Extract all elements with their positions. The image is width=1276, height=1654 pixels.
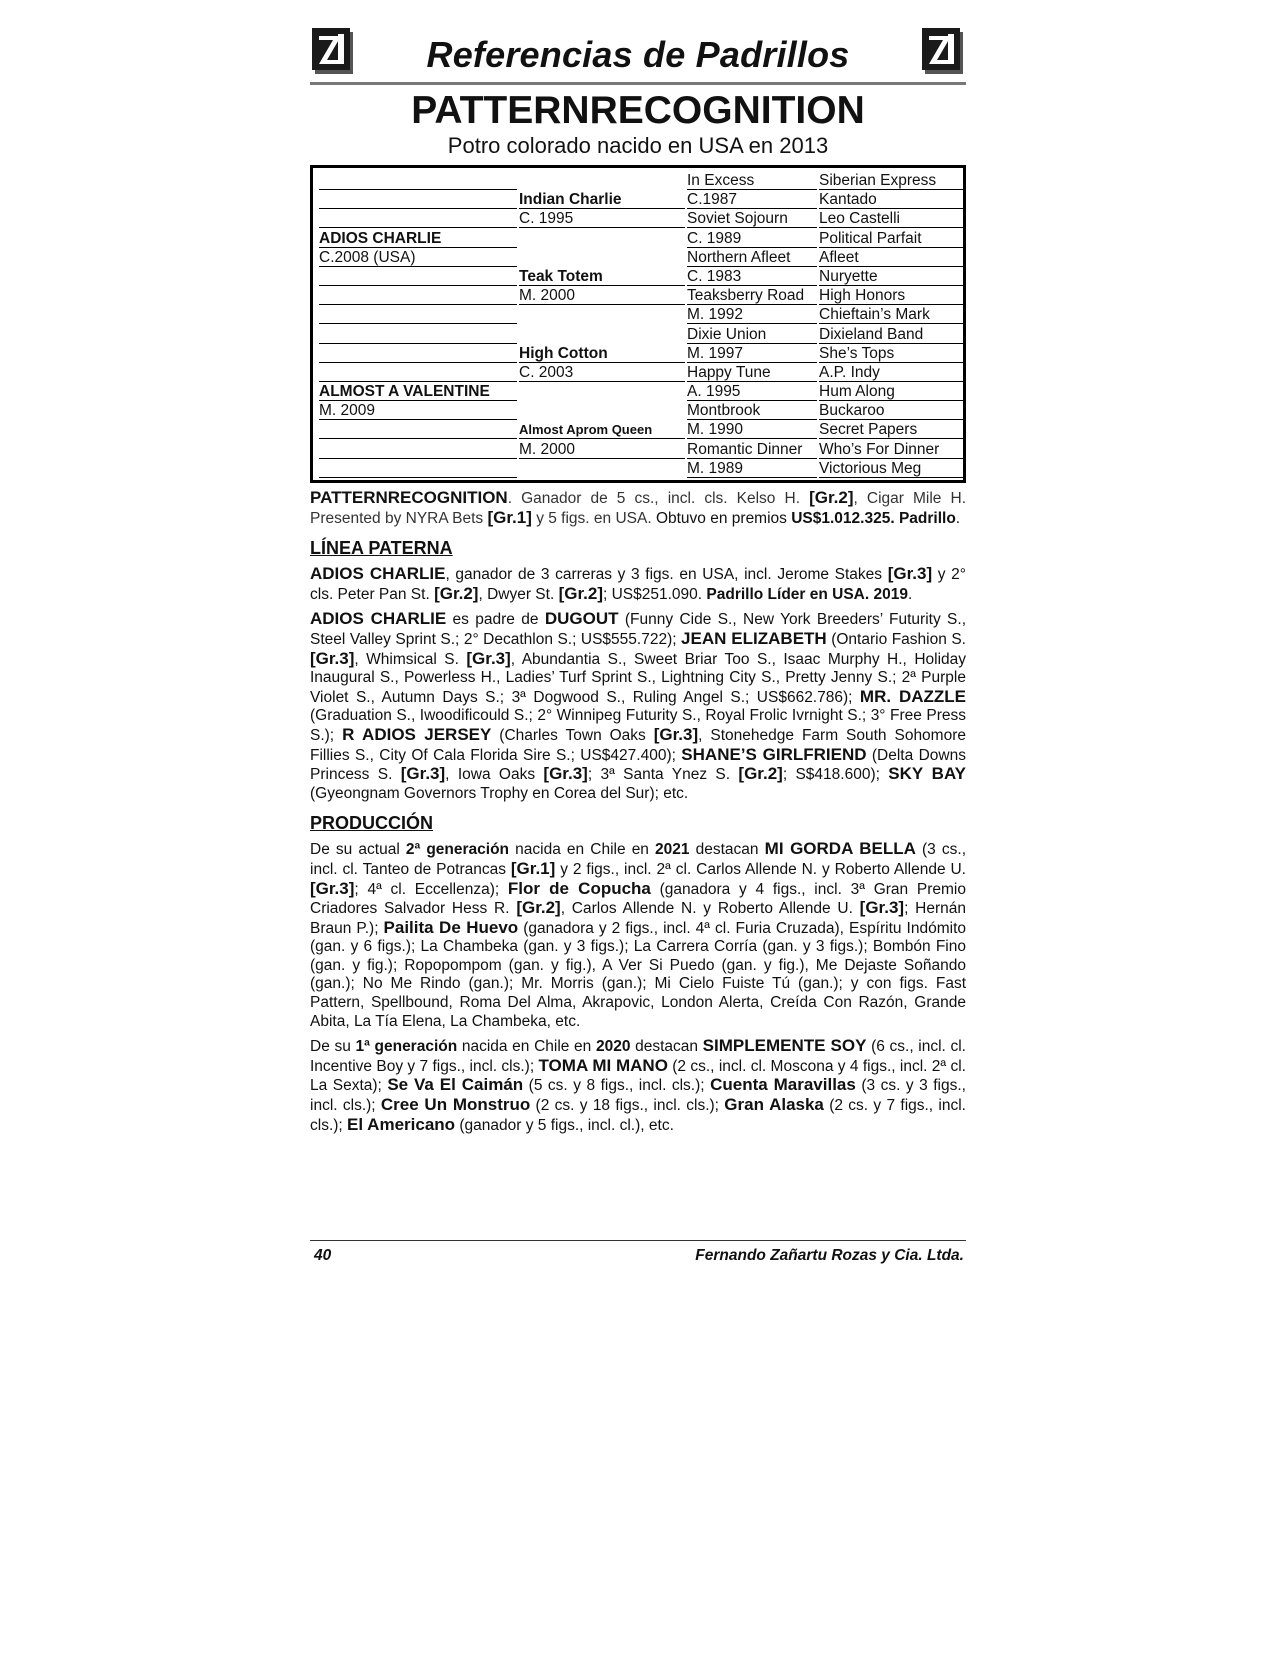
pedigree-cell: Leo Castelli: [819, 209, 965, 228]
pedigree-cell: High Honors: [819, 286, 965, 305]
text: (2 cs. y 7 figs., incl. cls.);: [310, 1097, 966, 1134]
pedigree-cell: In Excess: [687, 171, 817, 190]
text: (3 cs. y 3 figs., incl. cls.);: [310, 1077, 966, 1115]
pedigree-cell: C. 1983: [687, 267, 817, 286]
pedigree-row: [319, 248, 959, 267]
sire-progeny-paragraph: [310, 610, 966, 803]
pedigree-row: [319, 459, 959, 478]
pedigree-cell: [319, 305, 517, 324]
grade-label: [Gr.3]: [859, 898, 905, 918]
text: destacan: [630, 1038, 703, 1056]
pedigree-cell: Teaksberry Road: [687, 286, 817, 305]
progeny-name: JEAN ELIZABETH: [681, 628, 827, 648]
progeny-name: SKY BAY: [888, 764, 967, 784]
publisher: Fernando Zañartu Rozas y Cia. Ltda.: [695, 1247, 964, 1264]
pedigree-cell: ALMOST A VALENTINE: [319, 382, 517, 401]
pedigree-cell: [319, 286, 517, 305]
page-number: 40: [314, 1247, 332, 1264]
pedigree-cell: [319, 420, 517, 439]
page: [310, 22, 966, 1141]
progeny-name: Gran Alaska: [724, 1095, 824, 1115]
section-heading-linea-paterna: LÍNEA PATERNA: [310, 538, 453, 559]
pedigree-cell: M. 2000: [519, 440, 685, 459]
pedigree-cell: Northern Afleet: [687, 248, 817, 267]
pedigree-cell: She’s Tops: [819, 344, 965, 363]
text: . Ganador de 5 cs., incl. cls. Kelso H.: [507, 490, 810, 507]
text: nacida en Chile en: [509, 841, 656, 859]
pedigree-cell: Montbrook: [687, 401, 817, 420]
pedigree-cell: Almost Aprom Queen: [519, 420, 685, 439]
generation-label: 2ª generación: [405, 841, 510, 859]
grade-label: [Gr.3]: [887, 564, 933, 584]
pedigree-cell: [319, 363, 517, 382]
text: ; 3ª Santa Ynez S.: [587, 766, 739, 784]
pedigree-row: [319, 440, 959, 459]
pedigree-cell: [319, 325, 517, 344]
grade-label: [Gr.2]: [809, 488, 854, 507]
pedigree-cell: ADIOS CHARLIE: [319, 229, 517, 248]
text: .: [907, 585, 913, 603]
progeny-name: MI GORDA BELLA: [764, 839, 916, 859]
pedigree-row: [319, 190, 959, 209]
text: (5 cs. y 8 figs., incl. cls.);: [523, 1077, 711, 1095]
running-title: Referencias de Padrillos: [426, 34, 850, 75]
pedigree-cell: Nuryette: [819, 267, 965, 286]
pedigree-cell: C. 2003: [519, 363, 685, 382]
pedigree-cell: M. 2009: [319, 401, 517, 420]
pedigree-row: [319, 209, 959, 228]
pedigree-cell: C.2008 (USA): [319, 248, 517, 267]
production-paragraph-1st-gen: [310, 1037, 966, 1135]
pedigree-cell: Chieftain’s Mark: [819, 305, 965, 324]
pedigree-cell: Indian Charlie: [519, 190, 685, 209]
pedigree-row: [319, 286, 959, 305]
grade-label: [Gr.2]: [558, 583, 603, 603]
text: (Graduation S., Iwoodificould S.; 2° Winnipeg Futurity S., Royal Frolic Ivrnight S.; 3° Free Press S.);: [310, 707, 966, 744]
pedigree-cell: [319, 459, 517, 478]
earnings: US$1.012.325. Padrillo: [791, 509, 956, 527]
pedigree-cell: M. 2000: [519, 286, 685, 305]
grade-label: [Gr.3]: [543, 764, 588, 784]
text: y 5 figs. en USA.: [531, 509, 656, 527]
text: (Funny Cide S., New York Breeders’ Futurity S., Steel Valley Sprint S.; 2° Decathlon S.; US$555.722);: [310, 611, 967, 648]
pedigree-cell: [319, 171, 517, 190]
text: (ganador y 5 figs., incl. cl.), etc.: [455, 1116, 674, 1134]
progeny-name: El Americano: [347, 1114, 456, 1134]
text: (2 cs., incl. cl. Moscona y 4 figs., incl. 2ª cl. La Sexta);: [310, 1057, 966, 1095]
pedigree-cell: Dixie Union: [687, 325, 817, 344]
progeny-name: SIMPLEMENTE SOY: [702, 1036, 867, 1056]
grade-label: [Gr.3]: [466, 648, 511, 668]
grade-label: [Gr.2]: [516, 898, 561, 918]
pedigree-cell: A.P. Indy: [819, 363, 965, 382]
pedigree-cell: Who’s For Dinner: [819, 440, 965, 459]
pedigree-cell: Victorious Meg: [819, 459, 965, 478]
text: , Iowa Oaks: [445, 766, 544, 784]
text: (2 cs. y 18 figs., incl. cls.);: [530, 1097, 725, 1115]
progeny-name: DUGOUT: [544, 609, 619, 629]
progeny-name: Pailita De Huevo: [383, 917, 519, 937]
pedigree-row: [319, 363, 959, 382]
text: , Carlos Allende N. y Roberto Allende U.: [560, 900, 860, 918]
year-label: 2020: [595, 1038, 631, 1056]
pedigree-cell: Political Parfait: [819, 229, 965, 248]
header-rule: [310, 82, 966, 85]
text: , Cigar Mile H. Presented by NYRA Bets: [310, 490, 966, 527]
text: De su actual: [310, 841, 406, 859]
sire-name: ADIOS CHARLIE: [310, 564, 446, 584]
pedigree-cell: Teak Totem: [519, 267, 685, 286]
pedigree-row: [319, 267, 959, 286]
text: , ganador de 3 carreras y 3 figs. en USA, incl. Jerome Stakes: [445, 566, 888, 584]
pedigree-cell: Kantado: [819, 190, 965, 209]
pedigree-cell: Happy Tune: [687, 363, 817, 382]
intro-paragraph: [310, 489, 966, 528]
text: ; Hernán Braun P.);: [310, 900, 966, 937]
text: .: [955, 509, 961, 527]
pedigree-cell: [319, 190, 517, 209]
text: y 2° cls. Peter Pan St.: [310, 566, 966, 603]
pedigree-cell: Siberian Express: [819, 171, 965, 190]
text: (ganadora y 2 figs., incl. 4ª cl. Furia Cruzada), Espíritu Indómito (gan. y 6 figs.); La Chambeka (gan. y 3 figs.); La Carrera Corría (gan. y 3 figs.); Bombón Fino (gan. y fig.); Ropopompom (gan. y fig.), A Ver Si Puedo (gan. y fig.), Me Dejaste Soñando (gan.); No Me Rindo (gan.); Mr. Morris (gan.); Mi Cielo Fuiste Tú (gan.); y con figs. Fast Pattern, Spellbound, Roma Del Alma, Akrapovic, London Alerta, Creída Con Razón, Grande Abita, La Tía Elena, La Chambeka, etc.: [310, 919, 966, 1030]
text: (Ontario Fashion S.: [826, 630, 966, 648]
sire-name: ADIOS CHARLIE: [310, 609, 447, 629]
page-footer: [310, 1240, 966, 1269]
pedigree-cell: Secret Papers: [819, 420, 965, 439]
pedigree-cell: [319, 440, 517, 459]
text: ; S$418.600);: [782, 766, 889, 784]
sire-paragraph: [310, 565, 966, 604]
pedigree-table: [310, 165, 966, 483]
text: ; 4ª cl. Eccellenza);: [354, 880, 508, 898]
pedigree-cell: M. 1989: [687, 459, 817, 478]
sire-distinction: Padrillo Líder en USA. 2019: [706, 585, 908, 603]
progeny-name: R ADIOS JERSEY: [342, 724, 492, 744]
pedigree-cell: Afleet: [819, 248, 965, 267]
pedigree-cell: M. 1997: [687, 344, 817, 363]
pedigree-cell: Hum Along: [819, 382, 965, 401]
text: , Dwyer St.: [478, 585, 559, 603]
text: es padre de: [446, 611, 545, 629]
pedigree-cell: C. 1995: [519, 209, 685, 228]
pedigree-cell: Dixieland Band: [819, 325, 965, 344]
text: De su: [310, 1038, 356, 1056]
pedigree-cell: [319, 209, 517, 228]
text: y 2 figs., incl. 2ª cl. Carlos Allende N. y Roberto Allende U.: [555, 860, 966, 878]
horse-name: PATTERNRECOGNITION: [411, 89, 865, 132]
text: , Whimsical S.: [354, 650, 467, 668]
pedigree-row: [319, 305, 959, 324]
text: (ganadora y 4 figs., incl. 3ª Gran Premio Criadores Salvador Hess R.: [310, 880, 966, 918]
pedigree-cell: Soviet Sojourn: [687, 209, 817, 228]
pedigree-cell: [319, 344, 517, 363]
pedigree-cell: [319, 267, 517, 286]
pedigree-cell: Romantic Dinner: [687, 440, 817, 459]
text: , Stonehedge Farm South Sohomore Fillies S., City Of Cala Florida Sire S.; US$427.400);: [310, 726, 966, 764]
grade-label: [Gr.3]: [653, 724, 699, 744]
text: nacida en Chile en: [457, 1038, 596, 1056]
zr-monogram-icon: [920, 26, 966, 76]
text: (Gyeongnam Governors Trophy en Corea del Sur); etc.: [310, 784, 689, 802]
pedigree-row: [319, 401, 959, 420]
text: (Charles Town Oaks: [491, 726, 654, 744]
pedigree-cell: High Cotton: [519, 344, 685, 363]
grade-label: [Gr.3]: [310, 878, 355, 898]
progeny-name: Se Va El Caimán: [387, 1075, 524, 1095]
pedigree-cell: A. 1995: [687, 382, 817, 401]
grade-label: [Gr.2]: [738, 764, 783, 784]
year-label: 2021: [655, 841, 690, 859]
horse-name-inline: PATTERNRECOGNITION: [310, 488, 508, 507]
pedigree-cell: Buckaroo: [819, 401, 965, 420]
pedigree-cell: M. 1990: [687, 420, 817, 439]
section-heading-produccion: PRODUCCIÓN: [310, 813, 434, 834]
pedigree-row: [319, 382, 959, 401]
text: destacan: [689, 841, 765, 859]
grade-label: [Gr.3]: [310, 648, 355, 668]
grade-label: [Gr.3]: [400, 764, 446, 784]
pedigree-row: [319, 171, 959, 190]
pedigree-cell: M. 1992: [687, 305, 817, 324]
grade-label: [Gr.1]: [510, 858, 556, 878]
text: , Abundantia S., Sweet Briar Too S., Isaac Murphy H., Holiday Inaugural S., Powerless H., Ladies’ Turf Sprint S., Lightning City S., Pretty Jenny S.; 2ª Purple Violet S., Autumn Days S.; 3ª Dogwood S., Ruling Angel S.; US$662.786);: [310, 650, 967, 706]
text: (3 cs., incl. cl. Tanteo de Potrancas: [310, 841, 967, 878]
progeny-name: Flor de Copucha: [507, 878, 651, 898]
pedigree-row: [319, 229, 959, 248]
pedigree-row: [319, 344, 959, 363]
production-paragraph-2nd-gen: [310, 840, 966, 1031]
generation-label: 1ª generación: [355, 1038, 458, 1056]
progeny-name: MR. DAZZLE: [859, 686, 967, 706]
grade-label: [Gr.1]: [487, 507, 532, 527]
text: (Delta Downs Princess S.: [310, 746, 966, 784]
progeny-name: TOMA MI MANO: [538, 1055, 668, 1075]
pedigree-row: [319, 420, 959, 439]
page-header: [310, 22, 966, 80]
progeny-name: Cree Un Monstruo: [380, 1095, 531, 1115]
pedigree-row: [319, 325, 959, 344]
grade-label: [Gr.2]: [434, 583, 479, 603]
progeny-name: SHANE’S GIRLFRIEND: [681, 744, 867, 764]
text: (6 cs., incl. cl. Incentive Boy y 7 figs., incl. cls.);: [310, 1038, 966, 1075]
horse-subtitle: Potro colorado nacido en USA en 2013: [447, 133, 829, 158]
text: Obtuvo en premios: [655, 509, 792, 527]
text: ; US$251.090.: [602, 585, 707, 603]
pedigree-cell: C. 1989: [687, 229, 817, 248]
progeny-name: Cuenta Maravillas: [710, 1075, 856, 1095]
pedigree-cell: C.1987: [687, 190, 817, 209]
